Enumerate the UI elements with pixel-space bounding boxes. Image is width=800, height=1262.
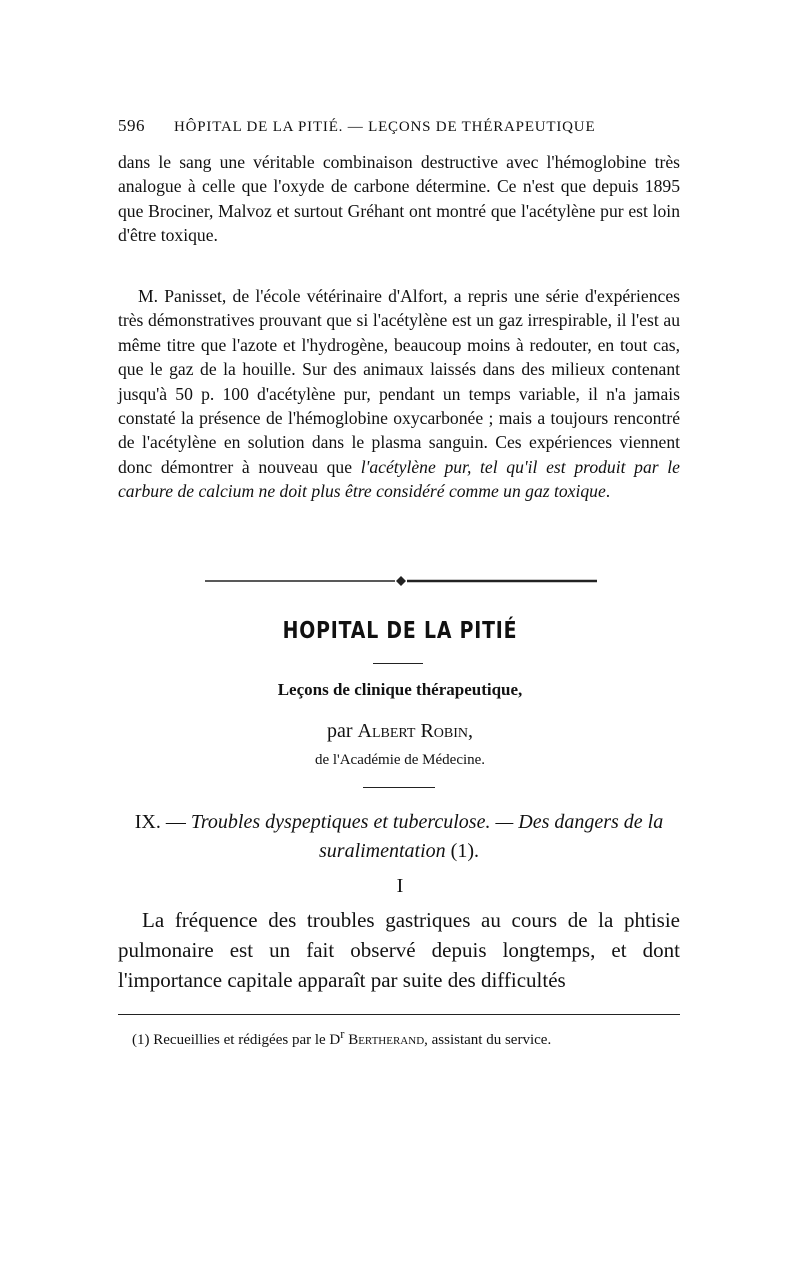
footnote-text-end: assistant du service.	[427, 1032, 552, 1048]
author-prefix: par	[326, 720, 358, 742]
paragraph-panisset	[118, 284, 680, 504]
section-title: HOPITAL DE LA PITIÉ	[282, 618, 518, 644]
footnote-text: Recueillies et rédigées par le D	[153, 1032, 341, 1048]
paragraph-panisset-end: .	[605, 481, 611, 502]
chapter-note-ref: (1).	[445, 840, 479, 862]
chapter-heading	[118, 808, 680, 866]
footnote	[132, 1027, 680, 1049]
paragraph-continuation: dans le sang une véritable combinaison destructive avec l'hémoglobine très analogue à celle que l'oxyde de carbone détermine. Ce n'est que depuis 1895 que Brociner, Malvoz et surtout Gréhant ont montré que l'acétylène pur est loin d'être toxique.	[118, 152, 680, 246]
chapter-number: IX. —	[134, 811, 191, 833]
chapter-title: Troubles dyspeptiques et tuberculose. — Des dangers de la suralimentation	[190, 811, 664, 862]
footnote-name: Bertherand,	[344, 1032, 428, 1048]
paragraph-panisset-conclusion: l'acétylène pur, tel qu'il est produit par le carbure de calcium ne doit plus être considéré comme un gaz toxique	[118, 456, 680, 502]
author-line	[0, 720, 800, 743]
lessons-subtitle: Leçons de clinique thérapeutique,	[277, 680, 523, 699]
page-number: 596	[118, 116, 145, 135]
footnote-superscript: r	[340, 1027, 345, 1041]
running-head-title: HÔPITAL DE LA PITIÉ. — LEÇONS DE THÉRAPEUTIQUE	[174, 119, 596, 135]
title-rule	[373, 663, 423, 664]
opening-paragraph: La fréquence des troubles gastriques au cours de la phtisie pulmonaire est un fait observé depuis longtemps, et dont l'importance capitale apparaît par suite des difficultés	[118, 908, 680, 992]
footnote-rule	[118, 1014, 680, 1015]
author-affiliation: de l'Académie de Médecine.	[314, 752, 486, 768]
ornamental-divider	[205, 575, 597, 587]
part-numeral: I	[396, 875, 404, 897]
paragraph-panisset-text: M. Panisset, de l'école vétérinaire d'Alfort, a repris une série d'expériences très démonstratives prouvant que si l'acétylène est un gaz irrespirable, il l'est au même titre que l'azote et l'hydrogène, beaucoup moins à redouter, en tout cas, que le gaz de la houille. Sur des animaux laissés dans des milieux contenant jusqu'à 50 p. 100 d'acétylène pur, pendant un temps variable, il n'a jamais constaté la présence de l'hémoglobine oxycarbonée ; mais a toujours rencontré de l'acétylène en solution dans le plasma sanguin. Ces expériences viennent donc démontrer à nouveau que	[118, 286, 680, 477]
running-head	[118, 116, 678, 136]
affiliation-rule	[363, 787, 435, 788]
author-name: Albert Robin,	[357, 720, 474, 742]
footnote-marker: (1)	[132, 1032, 154, 1048]
